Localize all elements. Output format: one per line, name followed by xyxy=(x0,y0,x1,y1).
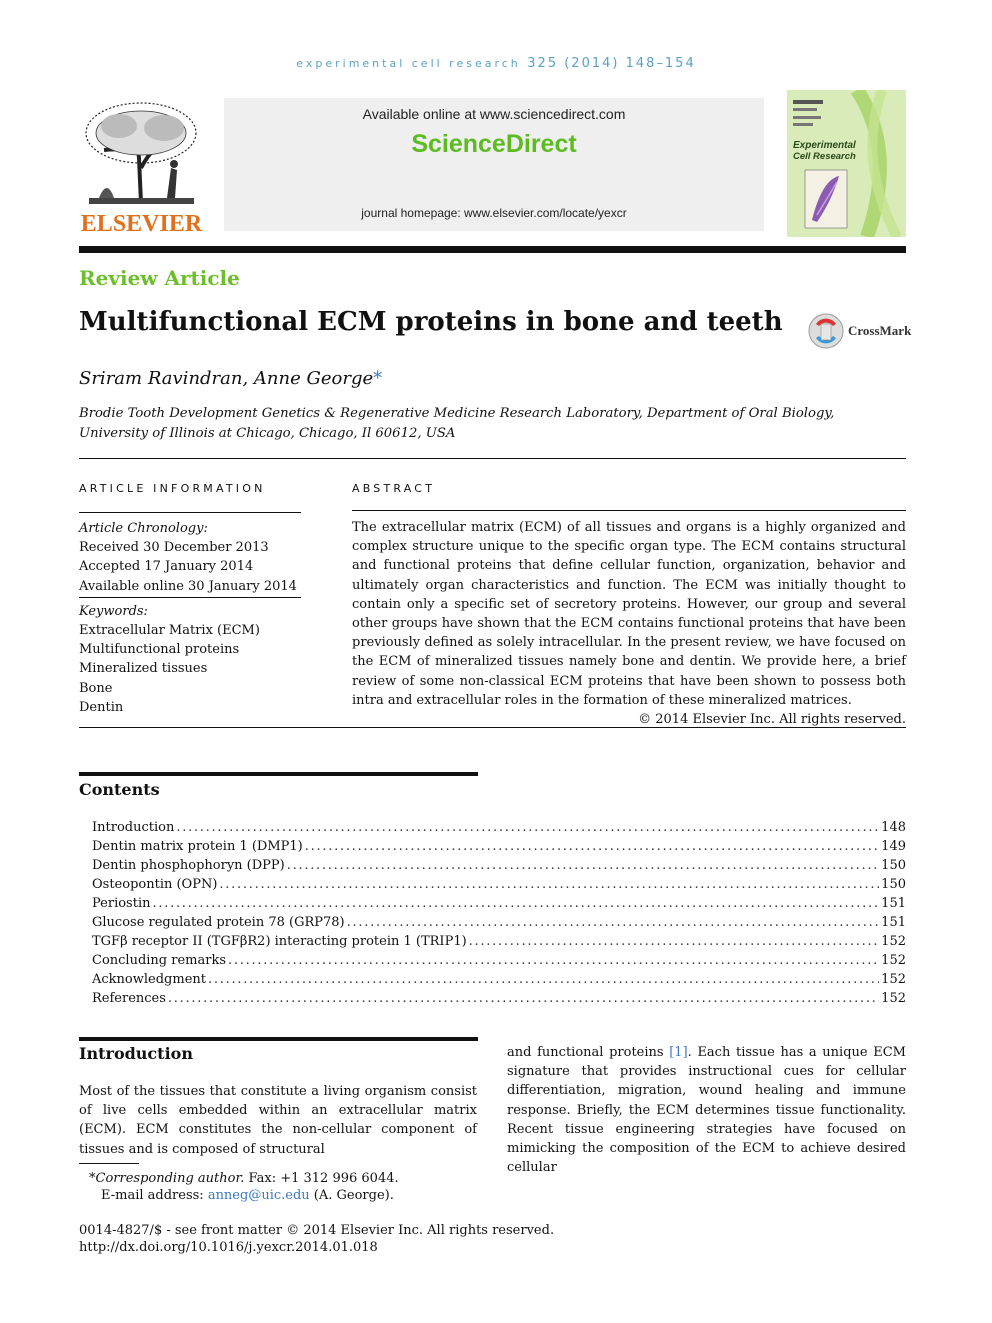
toc-page: 151 xyxy=(881,896,906,911)
toc-item-dmp1[interactable] xyxy=(92,839,906,858)
introduction-heading: Introduction xyxy=(79,1044,193,1063)
affiliation-line-2: University of Illinois at Chicago, Chicago, Il 60612, USA xyxy=(79,426,456,441)
journal-name: experimental cell research xyxy=(296,57,521,70)
divider-below-abstract xyxy=(79,727,906,728)
toc-label: References xyxy=(92,991,166,1006)
crossmark-label: CrossMark xyxy=(848,323,912,338)
divider-above-info xyxy=(79,458,906,459)
reference-link[interactable]: [1] xyxy=(669,1045,688,1060)
toc-page: 149 xyxy=(881,839,906,854)
toc-label: Dentin matrix protein 1 (DMP1) xyxy=(92,839,303,854)
sciencedirect-logo[interactable]: ScienceDirect xyxy=(411,130,577,158)
email-link[interactable]: anneg@uic.edu xyxy=(207,1188,310,1203)
article-title: Multifunctional ECM proteins in bone and teeth xyxy=(79,307,783,337)
keywords-label: Keywords: xyxy=(79,603,148,619)
toc-page: 150 xyxy=(881,858,906,873)
authors xyxy=(79,368,382,389)
toc-item-periostin[interactable] xyxy=(92,896,906,915)
toc-leader xyxy=(228,953,879,968)
toc-leader xyxy=(305,839,879,854)
received-date: Received 30 December 2013 xyxy=(79,540,269,556)
author-names: Sriram Ravindran, Anne George xyxy=(79,368,374,389)
article-type: Review Article xyxy=(79,266,240,290)
keyword-item: Mineralized tissues xyxy=(79,661,208,677)
journal-citation-line xyxy=(0,56,992,71)
sciencedirect-banner xyxy=(224,98,764,231)
toc-leader xyxy=(152,896,879,911)
journal-cover[interactable] xyxy=(787,90,906,237)
fax-number: Fax: +1 312 996 6044. xyxy=(244,1171,399,1186)
info-rule-2 xyxy=(79,597,301,598)
journal-cover-image xyxy=(787,90,906,237)
toc-page: 152 xyxy=(881,934,906,949)
abstract-copyright: © 2014 Elsevier Inc. All rights reserved. xyxy=(638,712,906,728)
corresponding-author-footnote xyxy=(79,1170,399,1204)
available-online-text: Available online at www.sciencedirect.com xyxy=(362,106,626,122)
journal-citation: 325 (2014) 148–154 xyxy=(527,56,696,71)
abstract-rule xyxy=(352,510,906,511)
online-date: Available online 30 January 2014 xyxy=(79,578,297,594)
toc-page: 150 xyxy=(881,877,906,892)
toc-label: Periostin xyxy=(92,896,151,911)
toc-label: Osteopontin (OPN) xyxy=(92,877,218,892)
keyword-item: Multifunctional proteins xyxy=(79,642,240,658)
email-label: E-mail address: xyxy=(101,1188,208,1203)
toc-label: Dentin phosphophoryn (DPP) xyxy=(92,858,285,873)
cover-title-1: Experimental xyxy=(793,140,856,151)
intro-paragraph-right xyxy=(507,1043,906,1177)
issn-line: 0014-4827/$ - see front matter © 2014 Elsevier Inc. All rights reserved. xyxy=(79,1223,555,1238)
toc-leader xyxy=(219,877,879,892)
abstract-heading: ABSTRACT xyxy=(352,482,436,495)
toc-page: 152 xyxy=(881,991,906,1006)
toc-item-dpp[interactable] xyxy=(92,858,906,877)
keyword-item: Bone xyxy=(79,680,113,696)
toc-item-concluding[interactable] xyxy=(92,953,906,972)
toc-label: Introduction xyxy=(92,820,175,835)
toc-page: 152 xyxy=(881,972,906,987)
footnote-mark: * xyxy=(89,1171,96,1186)
crossmark-button[interactable] xyxy=(807,312,912,350)
toc-leader xyxy=(176,820,879,835)
abstract-body xyxy=(352,518,906,729)
front-matter xyxy=(79,1222,554,1256)
toc-leader xyxy=(347,915,880,930)
toc-item-opn[interactable] xyxy=(92,877,906,896)
accepted-date: Accepted 17 January 2014 xyxy=(79,559,254,575)
affiliation-line-1: Brodie Tooth Development Genetics & Regenerative Medicine Research Laboratory, Department of Oral Biology, xyxy=(79,406,835,421)
toc-leader xyxy=(469,934,880,949)
elsevier-logo[interactable] xyxy=(79,98,204,235)
toc-item-grp78[interactable] xyxy=(92,915,906,934)
article-information-heading: ARTICLE INFORMATION xyxy=(79,482,266,495)
toc-item-trip1[interactable] xyxy=(92,934,906,953)
crossmark-icon xyxy=(807,312,845,350)
elsevier-wordmark: ELSEVIER xyxy=(80,211,203,237)
email-suffix: (A. George). xyxy=(309,1188,394,1203)
toc-page: 152 xyxy=(881,953,906,968)
footnote-rule xyxy=(79,1163,139,1164)
header-rule xyxy=(79,246,906,253)
toc-item-references[interactable] xyxy=(92,991,906,1010)
intro-text-part: . Each tissue has a unique ECM signature that provides instructional cues for cellular differentiation, migration, wound healing and immune response. Briefly, the ECM determines tissue functionality. Recent tissue engineering strategies have focused on mimicking the composition of the ECM to achieve desired cellular xyxy=(507,1045,906,1176)
keyword-item: Dentin xyxy=(79,699,124,715)
footnote-label: Corresponding author. xyxy=(95,1171,245,1186)
keyword-item: Extracellular Matrix (ECM) xyxy=(79,623,260,639)
corresponding-author-mark[interactable]: * xyxy=(373,368,383,389)
intro-paragraph-left: Most of the tissues that constitute a living organism consist of live cells embedded within an extracellular matrix (ECM). ECM constitutes the non-cellular component of tissues and is composed of structural xyxy=(79,1084,477,1157)
contents-heading: Contents xyxy=(79,780,160,799)
toc-page: 151 xyxy=(881,915,906,930)
article-information xyxy=(79,482,301,717)
toc-label: Glucose regulated protein 78 (GRP78) xyxy=(92,915,345,930)
doi-link[interactable]: http://dx.doi.org/10.1016/j.yexcr.2014.01.018 xyxy=(79,1240,378,1255)
info-rule-1 xyxy=(79,512,301,513)
toc-item-acknowledgment[interactable] xyxy=(92,972,906,991)
toc-leader xyxy=(208,972,879,987)
toc-item-introduction[interactable] xyxy=(92,820,906,839)
toc-label: TGFβ receptor II (TGFβR2) interacting protein 1 (TRIP1) xyxy=(92,934,467,949)
journal-homepage-link[interactable]: journal homepage: www.elsevier.com/locate/yexcr xyxy=(361,206,627,220)
intro-rule xyxy=(79,1037,478,1041)
toc-page: 148 xyxy=(881,820,906,835)
toc-label: Concluding remarks xyxy=(92,953,227,968)
chronology-label: Article Chronology: xyxy=(79,521,208,536)
contents-rule xyxy=(79,772,478,776)
toc-leader xyxy=(168,991,879,1006)
cover-title-2: Cell Research xyxy=(793,151,856,162)
intro-text-part: and functional proteins xyxy=(507,1045,670,1060)
abstract-text: The extracellular matrix (ECM) of all tissues and organs is a highly organized and complex structure unique to the specific organ type. The ECM contains structural and functional proteins that define cellular function, organization, behavior and ultimately organ characteristics and function. The ECM was initially thought to contain only a specific set of secretory proteins. However, our group and several other groups have shown that the ECM contains functional proteins that have been previously defined as solely intracellular. In the present review, we have focused on the ECM of mineralized tissues namely bone and dentin. We provide here, a brief review of some non-classical ECM proteins that have been shown to possess both intra and extracellular roles in the formation of these mineralized matrices. xyxy=(352,520,906,708)
affiliation xyxy=(79,404,834,444)
toc-leader xyxy=(287,858,879,873)
toc-label: Acknowledgment xyxy=(92,972,206,987)
